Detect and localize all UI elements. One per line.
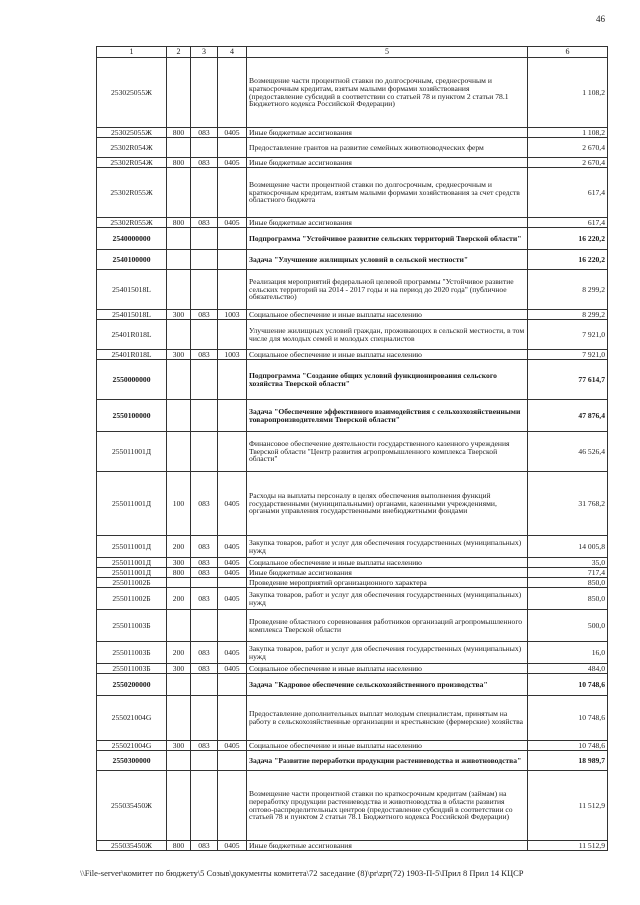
row-sum-cell: 77 614,7 <box>528 360 608 400</box>
page-number: 46 <box>596 14 605 24</box>
row-rz-cell <box>191 578 218 588</box>
table-header-row <box>97 47 608 58</box>
table-row <box>97 250 608 270</box>
table-row <box>97 138 608 158</box>
table-row <box>97 610 608 642</box>
table-row <box>97 58 608 128</box>
row-rz-cell <box>191 250 218 270</box>
row-sum-cell: 14 005,8 <box>528 536 608 558</box>
row-code-cell: 255011001Д <box>97 558 167 568</box>
row-rz-cell: 083 <box>191 841 218 851</box>
row-vr-cell <box>167 228 191 250</box>
row-pr-cell <box>218 168 247 218</box>
row-code-cell: 254015018L <box>97 310 167 320</box>
row-pr-cell <box>218 360 247 400</box>
row-sum-cell: 46 526,4 <box>528 432 608 472</box>
row-sum-cell: 8 299,2 <box>528 310 608 320</box>
row-vr-cell: 300 <box>167 558 191 568</box>
row-vr-cell: 300 <box>167 310 191 320</box>
table-row <box>97 588 608 610</box>
row-rz-cell <box>191 610 218 642</box>
table-row <box>97 158 608 168</box>
row-sum-cell: 11 512,9 <box>528 771 608 841</box>
row-vr-cell: 300 <box>167 664 191 674</box>
row-name-cell: Проведение областного соревнования работников организаций агропромышленного комплекса Тверской области <box>247 610 528 642</box>
row-sum-cell: 2 670,4 <box>528 138 608 158</box>
table-row <box>97 696 608 741</box>
table-row <box>97 128 608 138</box>
row-name-cell: Социальное обеспечение и иные выплаты населению <box>247 741 528 751</box>
row-sum-cell: 16 220,2 <box>528 228 608 250</box>
row-vr-cell <box>167 696 191 741</box>
row-rz-cell: 083 <box>191 568 218 578</box>
row-sum-cell: 7 921,0 <box>528 350 608 360</box>
row-rz-cell: 083 <box>191 536 218 558</box>
row-sum-cell: 484,0 <box>528 664 608 674</box>
row-sum-cell: 617,4 <box>528 218 608 228</box>
row-sum-cell: 11 512,9 <box>528 841 608 851</box>
row-pr-cell <box>218 270 247 310</box>
table-row <box>97 841 608 851</box>
table-row <box>97 168 608 218</box>
file-path-footer: \\File-server\комитет по бюджету\5 Созыв\документы комитета\72 заседание (8)\pr\zpr(72) 1903-П-5\Прил 8 Прил 14 КЦСР <box>80 868 524 878</box>
row-sum-cell: 10 748,6 <box>528 741 608 751</box>
row-pr-cell: 1003 <box>218 350 247 360</box>
column-header: 5 <box>247 47 528 58</box>
row-name-cell: Социальное обеспечение и иные выплаты населению <box>247 558 528 568</box>
row-code-cell: 255035450Ж <box>97 841 167 851</box>
row-vr-cell: 200 <box>167 536 191 558</box>
row-code-cell: 255021004G <box>97 741 167 751</box>
row-rz-cell <box>191 400 218 432</box>
row-vr-cell <box>167 138 191 158</box>
row-code-cell: 25302R054Ж <box>97 158 167 168</box>
column-header: 2 <box>167 47 191 58</box>
row-sum-cell: 1 108,2 <box>528 58 608 128</box>
row-pr-cell: 0405 <box>218 664 247 674</box>
row-name-cell: Социальное обеспечение и иные выплаты населению <box>247 350 528 360</box>
row-name-cell: Финансовое обеспечение деятельности государственного казенного учреждения Тверской области "Центр развития агропромышленного комплекса Тверской области" <box>247 432 528 472</box>
row-sum-cell: 16 220,2 <box>528 250 608 270</box>
row-code-cell: 255011002Б <box>97 578 167 588</box>
row-pr-cell <box>218 228 247 250</box>
table-row <box>97 674 608 696</box>
row-rz-cell <box>191 360 218 400</box>
row-pr-cell <box>218 674 247 696</box>
budget-classification-table <box>96 46 608 851</box>
row-name-cell: Социальное обеспечение и иные выплаты населению <box>247 310 528 320</box>
row-rz-cell <box>191 58 218 128</box>
table-row <box>97 568 608 578</box>
row-rz-cell <box>191 771 218 841</box>
row-vr-cell <box>167 578 191 588</box>
row-pr-cell: 0405 <box>218 741 247 751</box>
row-sum-cell: 8 299,2 <box>528 270 608 310</box>
row-rz-cell: 083 <box>191 588 218 610</box>
row-pr-cell <box>218 696 247 741</box>
row-code-cell: 253025055Ж <box>97 128 167 138</box>
row-vr-cell <box>167 610 191 642</box>
row-pr-cell <box>218 771 247 841</box>
row-pr-cell: 0405 <box>218 128 247 138</box>
row-code-cell: 25302R055Ж <box>97 218 167 228</box>
row-vr-cell <box>167 432 191 472</box>
row-name-cell: Проведение мероприятий организационного характера <box>247 578 528 588</box>
row-vr-cell: 800 <box>167 218 191 228</box>
row-rz-cell <box>191 270 218 310</box>
row-code-cell: 25302R054Ж <box>97 138 167 158</box>
row-vr-cell: 300 <box>167 741 191 751</box>
row-vr-cell: 800 <box>167 158 191 168</box>
table-row <box>97 558 608 568</box>
column-header: 6 <box>528 47 608 58</box>
table-row <box>97 664 608 674</box>
row-sum-cell: 7 921,0 <box>528 320 608 350</box>
row-vr-cell: 800 <box>167 128 191 138</box>
row-rz-cell: 083 <box>191 158 218 168</box>
row-code-cell: 255011001Д <box>97 536 167 558</box>
table-row <box>97 320 608 350</box>
row-pr-cell: 0405 <box>218 158 247 168</box>
row-rz-cell <box>191 751 218 771</box>
row-name-cell: Предоставление дополнительных выплат молодым специалистам, принятым на работу в сельскохозяйственные организации и крестьянские (фермерские) хозяйства <box>247 696 528 741</box>
row-sum-cell: 2 670,4 <box>528 158 608 168</box>
row-vr-cell <box>167 360 191 400</box>
row-rz-cell <box>191 432 218 472</box>
row-code-cell: 25401R018L <box>97 350 167 360</box>
table-row <box>97 218 608 228</box>
table-row <box>97 578 608 588</box>
row-name-cell: Иные бюджетные ассигнования <box>247 158 528 168</box>
row-pr-cell <box>218 320 247 350</box>
row-rz-cell <box>191 138 218 158</box>
row-rz-cell: 083 <box>191 128 218 138</box>
row-name-cell: Закупка товаров, работ и услуг для обеспечения государственных (муниципальных) нужд <box>247 588 528 610</box>
row-rz-cell: 083 <box>191 664 218 674</box>
row-name-cell: Реализация мероприятий федеральной целевой программы "Устойчивое развитие сельских территорий на 2014 - 2017 годы и на период до 2020 года" (публичное обязательство) <box>247 270 528 310</box>
row-code-cell: 255021004G <box>97 696 167 741</box>
table-row <box>97 270 608 310</box>
row-vr-cell <box>167 270 191 310</box>
table-row <box>97 536 608 558</box>
row-vr-cell: 200 <box>167 642 191 664</box>
table-row <box>97 642 608 664</box>
row-code-cell: 2550300000 <box>97 751 167 771</box>
row-pr-cell: 0405 <box>218 568 247 578</box>
row-pr-cell: 0405 <box>218 841 247 851</box>
table-row <box>97 432 608 472</box>
row-rz-cell: 083 <box>191 741 218 751</box>
row-name-cell: Подпрограмма "Создание общих условий функционирования сельского хозяйства Тверской области" <box>247 360 528 400</box>
row-name-cell: Задача "Обеспечение эффективного взаимодействия с сельхозхозяйственными товаропроизводителями Тверской области" <box>247 400 528 432</box>
table-row <box>97 310 608 320</box>
row-pr-cell <box>218 751 247 771</box>
row-vr-cell <box>167 751 191 771</box>
row-sum-cell: 850,0 <box>528 578 608 588</box>
row-code-cell: 255011001Д <box>97 472 167 536</box>
row-name-cell: Иные бюджетные ассигнования <box>247 128 528 138</box>
row-vr-cell: 800 <box>167 568 191 578</box>
row-pr-cell <box>218 400 247 432</box>
row-sum-cell: 35,0 <box>528 558 608 568</box>
row-code-cell: 255011001Д <box>97 568 167 578</box>
row-rz-cell <box>191 228 218 250</box>
row-vr-cell: 100 <box>167 472 191 536</box>
row-name-cell: Расходы на выплаты персоналу в целях обеспечения выполнения функций государственными (муниципальными) органами, казенными учреждениями, органами управления государственными внебюджетными фондами <box>247 472 528 536</box>
row-pr-cell: 0405 <box>218 588 247 610</box>
row-name-cell: Задача "Развитие переработки продукции растениеводства и животноводства" <box>247 751 528 771</box>
row-code-cell: 255011001Д <box>97 432 167 472</box>
row-rz-cell: 083 <box>191 218 218 228</box>
row-vr-cell <box>167 320 191 350</box>
row-vr-cell: 200 <box>167 588 191 610</box>
row-sum-cell: 1 108,2 <box>528 128 608 138</box>
row-vr-cell <box>167 58 191 128</box>
row-rz-cell: 083 <box>191 558 218 568</box>
row-name-cell: Улучшение жилищных условий граждан, проживающих в сельской местности, в том числе для молодых семей и молодых специалистов <box>247 320 528 350</box>
table-row <box>97 741 608 751</box>
row-code-cell: 2540000000 <box>97 228 167 250</box>
row-vr-cell <box>167 168 191 218</box>
table-row <box>97 228 608 250</box>
row-name-cell: Закупка товаров, работ и услуг для обеспечения государственных (муниципальных) нужд <box>247 536 528 558</box>
row-code-cell: 255011003Б <box>97 664 167 674</box>
row-sum-cell: 10 748,6 <box>528 674 608 696</box>
row-code-cell: 253025055Ж <box>97 58 167 128</box>
table-row <box>97 400 608 432</box>
row-vr-cell <box>167 400 191 432</box>
row-pr-cell <box>218 610 247 642</box>
row-name-cell: Задача "Улучшение жилищных условий в сельской местности" <box>247 250 528 270</box>
row-sum-cell: 500,0 <box>528 610 608 642</box>
row-pr-cell: 0405 <box>218 558 247 568</box>
row-rz-cell <box>191 674 218 696</box>
row-rz-cell: 083 <box>191 310 218 320</box>
row-code-cell: 254015018L <box>97 270 167 310</box>
row-sum-cell: 47 876,4 <box>528 400 608 432</box>
row-name-cell: Предоставление грантов на развитие семейных животноводческих ферм <box>247 138 528 158</box>
row-sum-cell: 10 748,6 <box>528 696 608 741</box>
row-name-cell: Возмещение части процентной ставки по краткосрочным кредитам (займам) на переработку продукции растениеводства и животноводства в области развития оптово-распределительных центров (предоставление субсидий в соответствии со статьей 78 и пунктом 2 статьи 78.1 Бюджетного кодекса Российской Федерации) <box>247 771 528 841</box>
row-pr-cell: 0405 <box>218 642 247 664</box>
row-name-cell: Иные бюджетные ассигнования <box>247 218 528 228</box>
row-rz-cell: 083 <box>191 472 218 536</box>
row-code-cell: 2550000000 <box>97 360 167 400</box>
table-row <box>97 771 608 841</box>
row-vr-cell: 300 <box>167 350 191 360</box>
row-name-cell: Иные бюджетные ассигнования <box>247 568 528 578</box>
row-vr-cell: 800 <box>167 841 191 851</box>
row-pr-cell: 0405 <box>218 536 247 558</box>
row-sum-cell: 16,0 <box>528 642 608 664</box>
row-code-cell: 255011003Б <box>97 610 167 642</box>
column-header: 4 <box>218 47 247 58</box>
row-pr-cell: 1003 <box>218 310 247 320</box>
row-code-cell: 25302R055Ж <box>97 168 167 218</box>
row-code-cell: 255035450Ж <box>97 771 167 841</box>
row-sum-cell: 617,4 <box>528 168 608 218</box>
row-pr-cell <box>218 138 247 158</box>
column-header: 1 <box>97 47 167 58</box>
row-code-cell: 25401R018L <box>97 320 167 350</box>
row-code-cell: 2540100000 <box>97 250 167 270</box>
column-header: 3 <box>191 47 218 58</box>
row-code-cell: 255011002Б <box>97 588 167 610</box>
row-sum-cell: 31 768,2 <box>528 472 608 536</box>
row-name-cell: Закупка товаров, работ и услуг для обеспечения государственных (муниципальных) нужд <box>247 642 528 664</box>
row-rz-cell <box>191 696 218 741</box>
row-pr-cell: 0405 <box>218 472 247 536</box>
row-vr-cell <box>167 250 191 270</box>
row-pr-cell <box>218 58 247 128</box>
row-vr-cell <box>167 771 191 841</box>
row-rz-cell: 083 <box>191 350 218 360</box>
table-row <box>97 350 608 360</box>
row-name-cell: Задача "Кадровое обеспечение сельскохозяйственного производства" <box>247 674 528 696</box>
row-name-cell: Возмещение части процентной ставки по долгосрочным, среднесрочным и краткосрочным кредитам, взятым малыми формами хозяйствования за счет средств областного бюджета <box>247 168 528 218</box>
row-name-cell: Социальное обеспечение и иные выплаты населению <box>247 664 528 674</box>
row-name-cell: Подпрограмма "Устойчивое развитие сельских территорий Тверской области" <box>247 228 528 250</box>
row-name-cell: Возмещение части процентной ставки по долгосрочным, среднесрочным и краткосрочным кредитам, взятым малыми формами хозяйствования (предоставление субсидий в соответствии со статьей 78 и пунктом 2 статьи 78.1 Бюджетного кодекса Российской Федерации) <box>247 58 528 128</box>
table-row <box>97 360 608 400</box>
row-code-cell: 2550200000 <box>97 674 167 696</box>
row-rz-cell: 083 <box>191 642 218 664</box>
row-rz-cell <box>191 168 218 218</box>
row-pr-cell <box>218 578 247 588</box>
row-pr-cell <box>218 250 247 270</box>
row-code-cell: 2550100000 <box>97 400 167 432</box>
row-name-cell: Иные бюджетные ассигнования <box>247 841 528 851</box>
row-sum-cell: 850,0 <box>528 588 608 610</box>
row-pr-cell <box>218 432 247 472</box>
row-code-cell: 255011003Б <box>97 642 167 664</box>
table-row <box>97 751 608 771</box>
row-pr-cell: 0405 <box>218 218 247 228</box>
row-rz-cell <box>191 320 218 350</box>
row-sum-cell: 717,4 <box>528 568 608 578</box>
row-vr-cell <box>167 674 191 696</box>
row-sum-cell: 18 989,7 <box>528 751 608 771</box>
table-row <box>97 472 608 536</box>
